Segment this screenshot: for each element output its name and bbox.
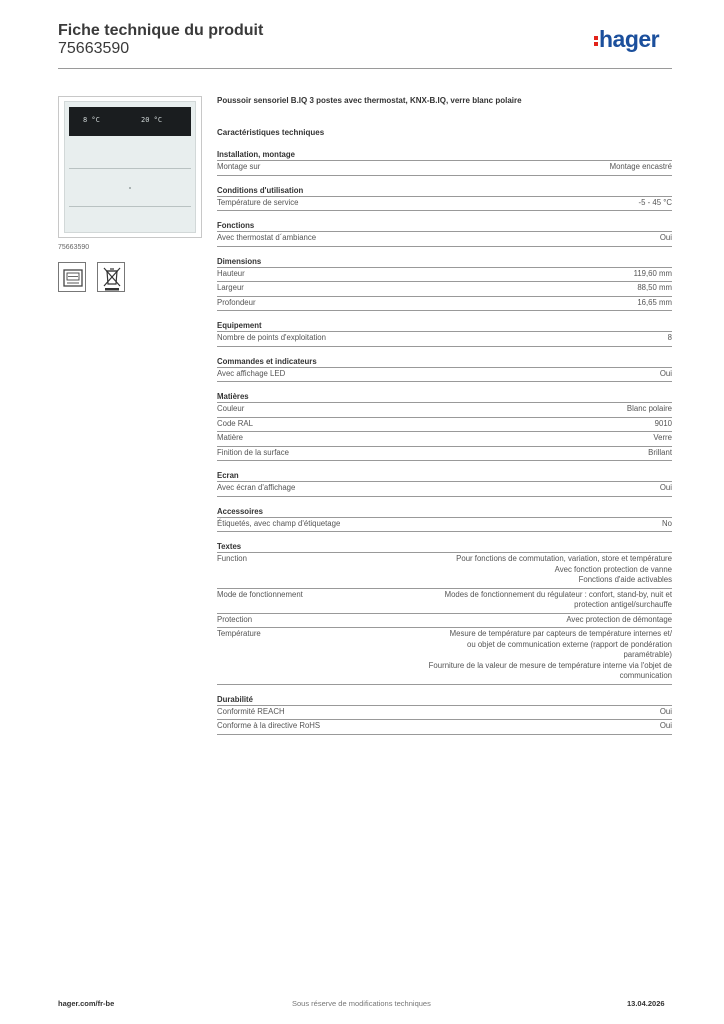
spec-rows: [217, 267, 672, 312]
spec-value-line: 8: [667, 333, 672, 342]
spec-value-line: 16,65 mm: [637, 297, 672, 307]
page-title: Fiche technique du produit: [58, 22, 264, 39]
spec-row: [217, 481, 672, 497]
product-image: [58, 96, 202, 238]
spec-value-line: ou objet de communication externe (rapport de pondération: [466, 639, 672, 649]
spec-value: [357, 554, 672, 586]
spec-row: [217, 196, 672, 212]
group-title: Dimensions: [217, 256, 262, 266]
spec-value: [357, 615, 672, 626]
spec-group: [217, 220, 672, 247]
spec-row: [217, 431, 672, 446]
group-title: Commandes et indicateurs: [217, 356, 317, 366]
spec-row: [217, 417, 672, 432]
weee-crossed-bin-icon: [97, 262, 125, 292]
button-divider: [69, 168, 191, 169]
spec-key: Largeur: [217, 283, 244, 292]
spec-value-line: Fonctions d'aide activables: [578, 575, 672, 584]
spec-value-line: Oui: [659, 706, 672, 716]
spec-value-line: Blanc polaire: [626, 404, 672, 413]
spec-value-line: communication: [619, 671, 672, 680]
image-reference: 75663590: [58, 244, 90, 251]
spec-value: [357, 721, 672, 732]
spec-row: [217, 281, 672, 296]
display-text-right: 20 °C: [141, 116, 163, 124]
spec-value-line: Avec fonction protection de vanne: [554, 564, 672, 574]
spec-value-line: 9010: [654, 418, 672, 428]
spec-key: Function: [217, 554, 247, 563]
logo-text: hager: [599, 26, 660, 52]
spec-row: [217, 446, 672, 462]
spec-group: [217, 185, 672, 212]
spec-value-line: Avec protection de démontage: [566, 614, 672, 624]
group-title: Matières: [217, 392, 249, 401]
spec-value: [357, 162, 672, 173]
spec-row: [217, 160, 672, 176]
spec-groups: [217, 149, 672, 735]
spec-group: [217, 320, 672, 347]
product-reference: 75663590: [58, 40, 130, 57]
spec-key: Avec affichage LED: [217, 368, 286, 378]
spec-group: [217, 149, 672, 176]
spec-key: Conformité REACH: [217, 706, 285, 716]
spec-rows: [217, 517, 672, 533]
logo-dots-icon: [594, 34, 598, 48]
spec-value: [357, 483, 672, 494]
spec-key: Couleur: [217, 404, 245, 413]
spec-value-line: Oui: [659, 721, 672, 730]
spec-row: [217, 719, 672, 735]
spec-key: Avec écran d'affichage: [217, 483, 296, 492]
spec-value: [357, 433, 672, 444]
group-title: Durabilité: [217, 694, 253, 704]
group-title: Conditions d'utilisation: [217, 185, 304, 195]
spec-value-line: Oui: [659, 483, 672, 492]
spec-group: [217, 356, 672, 383]
hager-logo[interactable]: [594, 28, 659, 51]
spec-key: Nombre de points d'exploitation: [217, 333, 326, 342]
spec-row: [217, 402, 672, 417]
footer-date: 13.04.2026: [627, 999, 665, 1008]
spec-row: [217, 552, 672, 588]
spec-value: [357, 590, 672, 611]
led-indicator: [129, 187, 131, 189]
group-title: Installation, montage: [217, 150, 295, 159]
spec-group: [217, 694, 672, 735]
spec-value-line: protection antigel/surchauffe: [574, 600, 672, 609]
spec-value: [357, 419, 672, 430]
spec-value-line: Mesure de température par capteurs de température internes et/: [449, 629, 672, 638]
spec-value: [357, 629, 672, 682]
spec-rows: [217, 331, 672, 347]
spec-rows: [217, 231, 672, 247]
spec-key: Hauteur: [217, 268, 245, 278]
spec-value-line: Verre: [653, 433, 672, 442]
spec-value: [357, 198, 672, 209]
footer-disclaimer: Sous réserve de modifications techniques: [292, 999, 431, 1008]
spec-row: [217, 296, 672, 312]
spec-row: [217, 517, 672, 533]
spec-value-line: paramétrable): [623, 650, 672, 659]
header-divider: [58, 68, 672, 69]
spec-value: [357, 707, 672, 718]
spec-value: [357, 298, 672, 309]
spec-rows: [217, 367, 672, 383]
spec-row: [217, 267, 672, 282]
group-title: Fonctions: [217, 221, 255, 230]
section-title: Caractéristiques techniques: [217, 128, 325, 137]
group-title: Textes: [217, 542, 242, 551]
product-name: Poussoir sensoriel B.IQ 3 postes avec thermostat, KNX-B.IQ, verre blanc polaire: [217, 96, 522, 105]
spec-row: [217, 231, 672, 247]
group-title: Equipement: [217, 321, 262, 330]
spec-value-line: Montage encastré: [609, 162, 672, 171]
spec-rows: [217, 196, 672, 212]
spec-value-line: 88,50 mm: [637, 283, 672, 292]
spec-content: [217, 95, 672, 744]
spec-value: [357, 233, 672, 244]
group-title: Accessoires: [217, 506, 263, 516]
spec-key: Montage sur: [217, 162, 261, 171]
spec-key: Code RAL: [217, 418, 253, 428]
spec-key: Finition de la surface: [217, 447, 289, 457]
spec-group: [217, 256, 672, 312]
spec-value: [357, 269, 672, 280]
spec-value: [357, 369, 672, 380]
spec-value-line: Modes de fonctionnement du régulateur : confort, stand-by, nuit et: [444, 589, 672, 599]
lcd-label-icon: [58, 262, 86, 292]
spec-group: [217, 541, 672, 685]
spec-key: Mode de fonctionnement: [217, 589, 303, 599]
spec-value-line: -5 - 45 °C: [638, 197, 672, 207]
spec-value: [357, 333, 672, 344]
spec-key: Matière: [217, 433, 243, 442]
spec-key: Conforme à la directive RoHS: [217, 721, 321, 730]
spec-key: Avec thermostat d´ambiance: [217, 233, 317, 242]
spec-value-line: No: [662, 518, 672, 528]
spec-group: [217, 391, 672, 461]
spec-row: [217, 331, 672, 347]
spec-value-line: Oui: [659, 233, 672, 242]
group-title: Ecran: [217, 471, 239, 480]
spec-value: [357, 404, 672, 415]
spec-rows: [217, 552, 672, 685]
spec-row: [217, 613, 672, 628]
spec-value-line: Brillant: [648, 447, 672, 457]
spec-row: [217, 588, 672, 613]
spec-value: [357, 448, 672, 459]
spec-value-line: 119,60 mm: [633, 268, 672, 278]
footer-website[interactable]: hager.com/fr-be: [58, 999, 115, 1008]
spec-rows: [217, 705, 672, 735]
spec-rows: [217, 160, 672, 176]
spec-group: [217, 470, 672, 497]
spec-key: Protection: [217, 614, 253, 624]
spec-rows: [217, 402, 672, 461]
device-illustration: [64, 101, 196, 233]
spec-row: [217, 367, 672, 383]
spec-value: [357, 519, 672, 530]
button-divider: [69, 206, 191, 207]
spec-value-line: Pour fonctions de commutation, variation, store et température: [456, 554, 672, 563]
spec-rows: [217, 481, 672, 497]
spec-row: [217, 627, 672, 685]
spec-key: Température: [217, 629, 261, 638]
spec-key: Profondeur: [217, 297, 256, 307]
spec-row: [217, 705, 672, 720]
display-text-left: 8 °C: [83, 116, 100, 124]
spec-value-line: Oui: [659, 368, 672, 378]
spec-value-line: Fourniture de la valeur de mesure de température interne via l'objet de: [428, 660, 672, 670]
spec-key: Température de service: [217, 197, 299, 207]
spec-value: [357, 283, 672, 294]
spec-key: Étiquetés, avec champ d'étiquetage: [217, 518, 341, 528]
device-display: [69, 107, 191, 136]
spec-group: [217, 506, 672, 533]
